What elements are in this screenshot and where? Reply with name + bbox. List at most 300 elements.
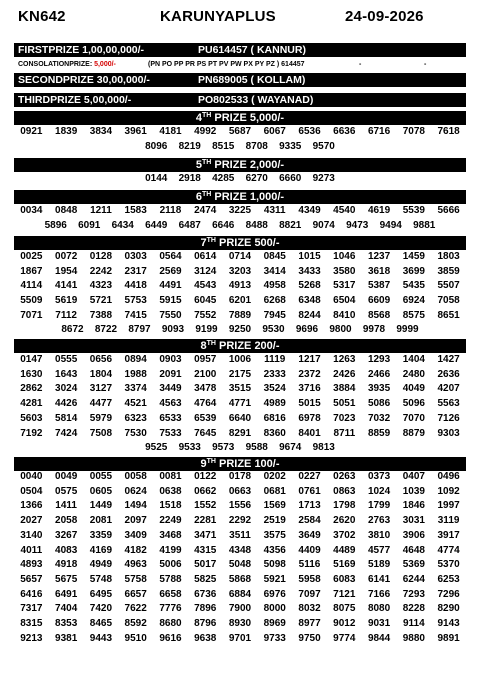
fifth-prize-numbers [14, 172, 466, 187]
ticket-number: 5507 [437, 280, 460, 292]
ticket-number: 6660 [279, 173, 302, 184]
ticket-number: 7058 [437, 295, 460, 307]
ticket-number: 0122 [194, 471, 217, 482]
ticket-number: 2242 [89, 265, 113, 277]
ticket-number: 5169 [333, 559, 356, 571]
ticket-number: 4913 [228, 280, 252, 292]
ticket-number: 8080 [367, 603, 391, 615]
ticket-number: 4182 [124, 544, 147, 556]
ticket-number: 9510 [124, 632, 147, 644]
consolation-label [18, 59, 116, 70]
ticket-number: 0555 [55, 354, 78, 365]
ticket-number: 1799 [367, 500, 391, 512]
ticket-number: 3414 [263, 265, 286, 277]
ticket-number: 3409 [124, 529, 147, 541]
ticket-number: 3834 [89, 126, 113, 137]
ticket-number: 5896 [44, 220, 67, 231]
ticket-number: 4491 [159, 280, 182, 292]
ticket-number: 3699 [402, 265, 425, 277]
ticket-number: 0040 [20, 471, 43, 482]
ticket-number: 5675 [55, 573, 78, 585]
ticket-number: 2519 [263, 515, 286, 527]
ticket-number: 6491 [55, 588, 78, 600]
ticket-number: 7530 [124, 427, 147, 439]
sixth-label: PRIZE 1,000/- [211, 191, 285, 203]
ticket-number: 1211 [90, 205, 112, 216]
ticket-number: 9588 [245, 442, 268, 453]
ticket-number: 5788 [159, 573, 182, 585]
ticket-number: 1217 [298, 354, 321, 365]
ticket-number: 4992 [194, 126, 217, 137]
ticket-number: 1839 [55, 126, 78, 137]
ticket-number: 9525 [145, 442, 168, 453]
ticket-number: 7424 [55, 427, 78, 439]
ticket-number: 4958 [263, 280, 286, 292]
ticket-number: 5666 [437, 205, 460, 216]
ticket-number: 0407 [402, 471, 425, 482]
ticket-number: 0761 [298, 485, 321, 497]
seventh-ord: 7 [200, 237, 207, 249]
ticket-number: 8797 [128, 324, 151, 335]
ticket-number: 3024 [55, 383, 78, 395]
ticket-number: 6976 [263, 588, 286, 600]
ticket-number: 9093 [161, 324, 185, 335]
ticket-number: 1119 [264, 354, 286, 365]
ticket-number: 5748 [89, 573, 113, 585]
fifth-sup: TH [202, 159, 212, 166]
ticket-number: 1293 [367, 354, 391, 365]
ticket-number: 9616 [159, 632, 182, 644]
ticket-number: 2333 [263, 368, 286, 380]
ticket-number: 6201 [228, 295, 252, 307]
ticket-number: 4281 [20, 398, 43, 410]
sixth-ord: 6 [195, 191, 202, 203]
eighth-prize-numbers [14, 353, 466, 441]
consolation-prize-row [14, 59, 466, 70]
ticket-number: 8032 [298, 603, 321, 615]
ticket-number: 2175 [228, 368, 252, 380]
ticket-number: 2097 [124, 515, 147, 527]
eighth-ord: 8 [200, 340, 207, 352]
ticket-number: 5017 [194, 559, 217, 571]
ticket-number: 3449 [159, 383, 182, 395]
ticket-number: 3203 [228, 265, 252, 277]
ticket-number: 6434 [111, 220, 134, 231]
third-prize-ticket: PO802533 ( WAYANAD) [198, 94, 314, 106]
ticket-number: 4169 [89, 544, 113, 556]
ticket-number: 0605 [89, 485, 113, 497]
ticket-number: 8969 [263, 618, 286, 630]
ticket-number: 6640 [228, 412, 252, 424]
ticket-number: 6270 [245, 173, 268, 184]
ticket-number: 6978 [298, 412, 321, 424]
ticket-number: 2918 [178, 173, 201, 184]
ticket-number: 8488 [245, 220, 268, 231]
ticket-number: 5687 [228, 126, 252, 137]
eighth-sup: TH [206, 340, 216, 347]
ticket-number: 9250 [228, 324, 252, 335]
ticket-number: 5868 [228, 573, 252, 585]
ticket-number: 0638 [159, 485, 182, 497]
ticket-number: 0903 [159, 354, 182, 365]
ticket-number: 4543 [194, 280, 217, 292]
ticket-number: 0681 [263, 485, 286, 497]
ticket-number: 6658 [159, 588, 182, 600]
second-prize-bar [14, 73, 466, 87]
ticket-number: 5015 [298, 398, 321, 410]
ninth-sup: TH [206, 458, 216, 465]
ticket-number: 3859 [437, 265, 460, 277]
ticket-number: 6244 [402, 573, 425, 585]
ticket-number: 1411 [55, 500, 77, 512]
ticket-number: 4356 [263, 544, 286, 556]
ticket-number: 1459 [402, 251, 425, 262]
ticket-number: 3127 [89, 383, 113, 395]
ticket-number: 7508 [89, 427, 113, 439]
ticket-number: 2466 [367, 368, 391, 380]
ticket-number: 8315 [20, 618, 43, 630]
ticket-number: 5096 [402, 398, 425, 410]
ticket-number: 0373 [367, 471, 391, 482]
ticket-number: 8360 [263, 427, 286, 439]
draw-date: 24-09-2026 [345, 8, 424, 25]
ticket-number: 0178 [228, 471, 252, 482]
ticket-number: 4771 [228, 398, 252, 410]
ticket-number: 9978 [362, 324, 386, 335]
ticket-number: 2292 [228, 515, 252, 527]
ticket-number: 3433 [298, 265, 321, 277]
ticket-number: 6045 [194, 295, 217, 307]
ticket-number: 7032 [367, 412, 391, 424]
ninth-prize-heading [14, 457, 466, 471]
consolation-label-text: CONSOLATIONPRIZE: [18, 61, 95, 68]
ticket-number: 1798 [333, 500, 356, 512]
consolation-dash-2: - [424, 61, 427, 68]
lottery-name: KARUNYAPLUS [160, 8, 276, 25]
ticket-number: 0055 [89, 471, 113, 482]
ticket-number: 6091 [78, 220, 101, 231]
ticket-number: 2620 [333, 515, 356, 527]
ticket-number: 0894 [124, 354, 147, 365]
ticket-number: 9303 [437, 427, 460, 439]
ticket-number: 8722 [94, 324, 118, 335]
ticket-number: 4893 [20, 559, 43, 571]
ticket-number: 1713 [298, 500, 321, 512]
ticket-number: 5086 [367, 398, 391, 410]
ticket-number: 5370 [437, 559, 460, 571]
second-prize-label: SECONDPRIZE 30,00,000/- [18, 74, 150, 86]
ticket-number: 2862 [20, 383, 43, 395]
ticket-number: 0072 [55, 251, 78, 262]
ticket-number: 9880 [402, 632, 425, 644]
ticket-number: 1006 [228, 354, 252, 365]
ticket-number: 3267 [55, 529, 78, 541]
ticket-number: 9774 [333, 632, 356, 644]
ticket-number: 6816 [263, 412, 286, 424]
ticket-number: 6141 [367, 573, 391, 585]
ticket-number: 4181 [159, 126, 182, 137]
ticket-number: 2763 [367, 515, 391, 527]
ticket-number: 9143 [437, 618, 460, 630]
ticket-number: 3575 [263, 529, 286, 541]
ticket-number: 6736 [194, 588, 217, 600]
ticket-number: 8096 [145, 141, 168, 152]
ticket-number: 6416 [20, 588, 43, 600]
ticket-number: 0147 [20, 354, 43, 365]
ticket-number: 8575 [402, 309, 425, 321]
ticket-number: 4011 [20, 544, 43, 556]
ticket-number: 0202 [263, 471, 286, 482]
ticket-number: 3618 [367, 265, 391, 277]
ticket-number: 7126 [437, 412, 460, 424]
ticket-number: 4489 [333, 544, 356, 556]
fourth-prize-heading [14, 111, 466, 125]
ticket-number: 8592 [124, 618, 147, 630]
ticket-number: 6504 [333, 295, 356, 307]
draw-code: KN642 [18, 8, 66, 25]
fourth-label: PRIZE 5,000/- [211, 112, 285, 124]
ticket-number: 5657 [20, 573, 43, 585]
ticket-number: 9573 [212, 442, 235, 453]
ticket-number: 3935 [367, 383, 391, 395]
ticket-number: 0034 [20, 205, 43, 216]
ticket-number: 1804 [89, 368, 113, 380]
ticket-number: 3810 [367, 529, 391, 541]
ticket-number: 4315 [194, 544, 217, 556]
ticket-number: 9199 [195, 324, 218, 335]
ticket-number: 9530 [262, 324, 285, 335]
ticket-number: 8465 [89, 618, 113, 630]
ticket-number: 0496 [437, 471, 460, 482]
ticket-number: 9114 [402, 618, 425, 630]
seventh-sup: TH [206, 237, 216, 244]
ticket-number: 8708 [245, 141, 268, 152]
ticket-number: 7618 [437, 126, 460, 137]
ticket-number: 5825 [194, 573, 217, 585]
ticket-number: 3649 [298, 529, 321, 541]
ticket-number: 6268 [263, 295, 286, 307]
ticket-number: 7070 [402, 412, 425, 424]
first-prize-label: FIRSTPRIZE 1,00,00,000/- [18, 44, 145, 56]
ticket-number: 4348 [228, 544, 252, 556]
ticket-number: 2091 [159, 368, 182, 380]
fifth-label: PRIZE 2,000/- [211, 159, 285, 171]
ticket-number: 8711 [333, 427, 356, 439]
ticket-number: 3478 [194, 383, 217, 395]
ticket-number: 9813 [312, 442, 335, 453]
ticket-number: 8515 [212, 141, 235, 152]
ticket-number: 7293 [402, 588, 425, 600]
ticket-number: 5563 [437, 398, 460, 410]
ticket-number: 1867 [20, 265, 43, 277]
ticket-number: 1803 [437, 251, 460, 262]
ticket-number: 9335 [279, 141, 302, 152]
ticket-number: 7192 [20, 427, 43, 439]
ticket-number: 1015 [298, 251, 321, 262]
ticket-number: 0058 [124, 471, 147, 482]
ticket-number: 0081 [159, 471, 182, 482]
ticket-number: 8401 [298, 427, 321, 439]
ticket-number: 3917 [437, 529, 460, 541]
ticket-number: 7900 [228, 603, 252, 615]
ticket-number: 6323 [124, 412, 147, 424]
ticket-number: 8568 [367, 309, 391, 321]
ticket-number: 7317 [20, 603, 43, 615]
ticket-number: 7023 [333, 412, 356, 424]
ticket-number: 8000 [263, 603, 286, 615]
ticket-number: 3702 [333, 529, 356, 541]
ticket-number: 7166 [367, 588, 391, 600]
ticket-number: 8353 [55, 618, 78, 630]
ticket-number: 5189 [367, 559, 391, 571]
ticket-number: 2027 [20, 515, 43, 527]
ticket-number: 5098 [263, 559, 286, 571]
ticket-number: 3580 [333, 265, 356, 277]
ticket-number: 1569 [263, 500, 286, 512]
ticket-number: 6533 [159, 412, 182, 424]
ticket-number: 8410 [333, 309, 356, 321]
ticket-number: 0049 [55, 471, 78, 482]
ticket-number: 1494 [124, 500, 147, 512]
ticket-number: 0863 [333, 485, 356, 497]
ticket-number: 7097 [298, 588, 321, 600]
consolation-series: (PN PO PP PR PS PT PV PW PX PY PZ ) 614457 [148, 61, 305, 68]
ticket-number: 0921 [20, 126, 43, 137]
ticket-number: 8672 [61, 324, 84, 335]
ticket-number: 6716 [367, 126, 391, 137]
seventh-label: PRIZE 500/- [215, 237, 280, 249]
ticket-number: 0227 [298, 471, 321, 482]
ticket-number: 9533 [178, 442, 201, 453]
ticket-number: 8821 [279, 220, 302, 231]
ticket-number: 6495 [89, 588, 113, 600]
ticket-number: 8879 [402, 427, 425, 439]
ticket-number: 3961 [124, 126, 147, 137]
ticket-number: 8228 [402, 603, 425, 615]
ticket-number: 4418 [124, 280, 147, 292]
ticket-number: 5915 [159, 295, 182, 307]
fourth-prize-numbers-row2 [14, 140, 466, 155]
ticket-number: 3906 [402, 529, 425, 541]
ticket-number: 1988 [124, 368, 147, 380]
ticket-number: 1954 [55, 265, 78, 277]
ticket-number: 5619 [55, 295, 78, 307]
ticket-number: 8219 [178, 141, 201, 152]
ninth-ord: 9 [200, 458, 207, 470]
ticket-number: 7945 [263, 309, 286, 321]
fourth-sup: TH [202, 112, 212, 119]
ticket-number: 5116 [298, 559, 321, 571]
ticket-number: 4540 [333, 205, 356, 216]
ticket-number: 7776 [159, 603, 182, 615]
ticket-number: 8651 [437, 309, 460, 321]
ticket-number: 5539 [402, 205, 425, 216]
ticket-number: 4477 [89, 398, 113, 410]
ticket-number: 0714 [228, 251, 252, 262]
ticket-number: 7404 [55, 603, 78, 615]
ticket-number: 0144 [145, 173, 168, 184]
ticket-number: 3471 [194, 529, 217, 541]
ticket-number: 0128 [89, 251, 113, 262]
ticket-number: 1092 [437, 485, 460, 497]
ticket-number: 4989 [263, 398, 286, 410]
ticket-number: 0263 [333, 471, 356, 482]
sixth-prize-heading [14, 190, 466, 204]
ticket-number: 3515 [228, 383, 252, 395]
ticket-number: 3716 [298, 383, 321, 395]
ticket-number: 4323 [89, 280, 113, 292]
ticket-number: 4409 [298, 544, 321, 556]
ticket-number: 4764 [194, 398, 217, 410]
ticket-number: 3524 [263, 383, 286, 395]
seventh-prize-heading [14, 236, 466, 250]
ticket-number: 3119 [437, 515, 460, 527]
ticket-number: 2100 [194, 368, 217, 380]
ticket-number: 9750 [298, 632, 321, 644]
ticket-number: 9674 [279, 442, 302, 453]
ticket-number: 1039 [402, 485, 425, 497]
ticket-number: 7889 [228, 309, 252, 321]
ticket-number: 2426 [333, 368, 356, 380]
ticket-number: 2474 [194, 205, 217, 216]
ticket-number: 3225 [228, 205, 252, 216]
ticket-number: 7622 [124, 603, 147, 615]
ticket-number: 4918 [55, 559, 78, 571]
eighth-prize-heading [14, 339, 466, 353]
ticket-number: 6067 [263, 126, 286, 137]
ticket-number: 5006 [159, 559, 182, 571]
ticket-number: 6083 [333, 573, 356, 585]
ticket-number: 4521 [124, 398, 147, 410]
ticket-number: 4049 [402, 383, 425, 395]
ticket-number: 0656 [89, 354, 113, 365]
ticket-number: 1237 [367, 251, 391, 262]
eighth-prize-numbers-last [14, 441, 466, 456]
seventh-prize-numbers [14, 250, 466, 324]
ticket-number: 7420 [89, 603, 113, 615]
ticket-number: 7552 [194, 309, 217, 321]
ticket-number: 0662 [194, 485, 217, 497]
ticket-number: 1024 [367, 485, 391, 497]
ticket-number: 4648 [402, 544, 425, 556]
ticket-number: 8075 [333, 603, 356, 615]
fourth-prize-numbers [14, 125, 466, 140]
ticket-number: 9273 [312, 173, 335, 184]
ticket-number: 7121 [333, 588, 356, 600]
ticket-number: 3031 [402, 515, 425, 527]
ticket-number: 4311 [263, 205, 286, 216]
ticket-number: 7533 [159, 427, 182, 439]
ticket-number: 9443 [89, 632, 113, 644]
ticket-number: 6636 [333, 126, 356, 137]
ticket-number: 5369 [402, 559, 425, 571]
ticket-number: 1552 [194, 500, 217, 512]
ticket-number: 9891 [437, 632, 460, 644]
ticket-number: 7296 [437, 588, 460, 600]
ticket-number: 9638 [194, 632, 217, 644]
ticket-number: 1518 [159, 500, 182, 512]
ticket-number: 3468 [159, 529, 182, 541]
ticket-number: 1366 [20, 500, 43, 512]
ticket-number: 9031 [367, 618, 391, 630]
ticket-number: 9881 [413, 220, 436, 231]
ticket-number: 7071 [20, 309, 43, 321]
ticket-number: 8680 [159, 618, 182, 630]
ticket-number: 4577 [367, 544, 391, 556]
ticket-number: 0575 [55, 485, 78, 497]
ticket-number: 9999 [396, 324, 419, 335]
ticket-number: 7078 [402, 126, 425, 137]
